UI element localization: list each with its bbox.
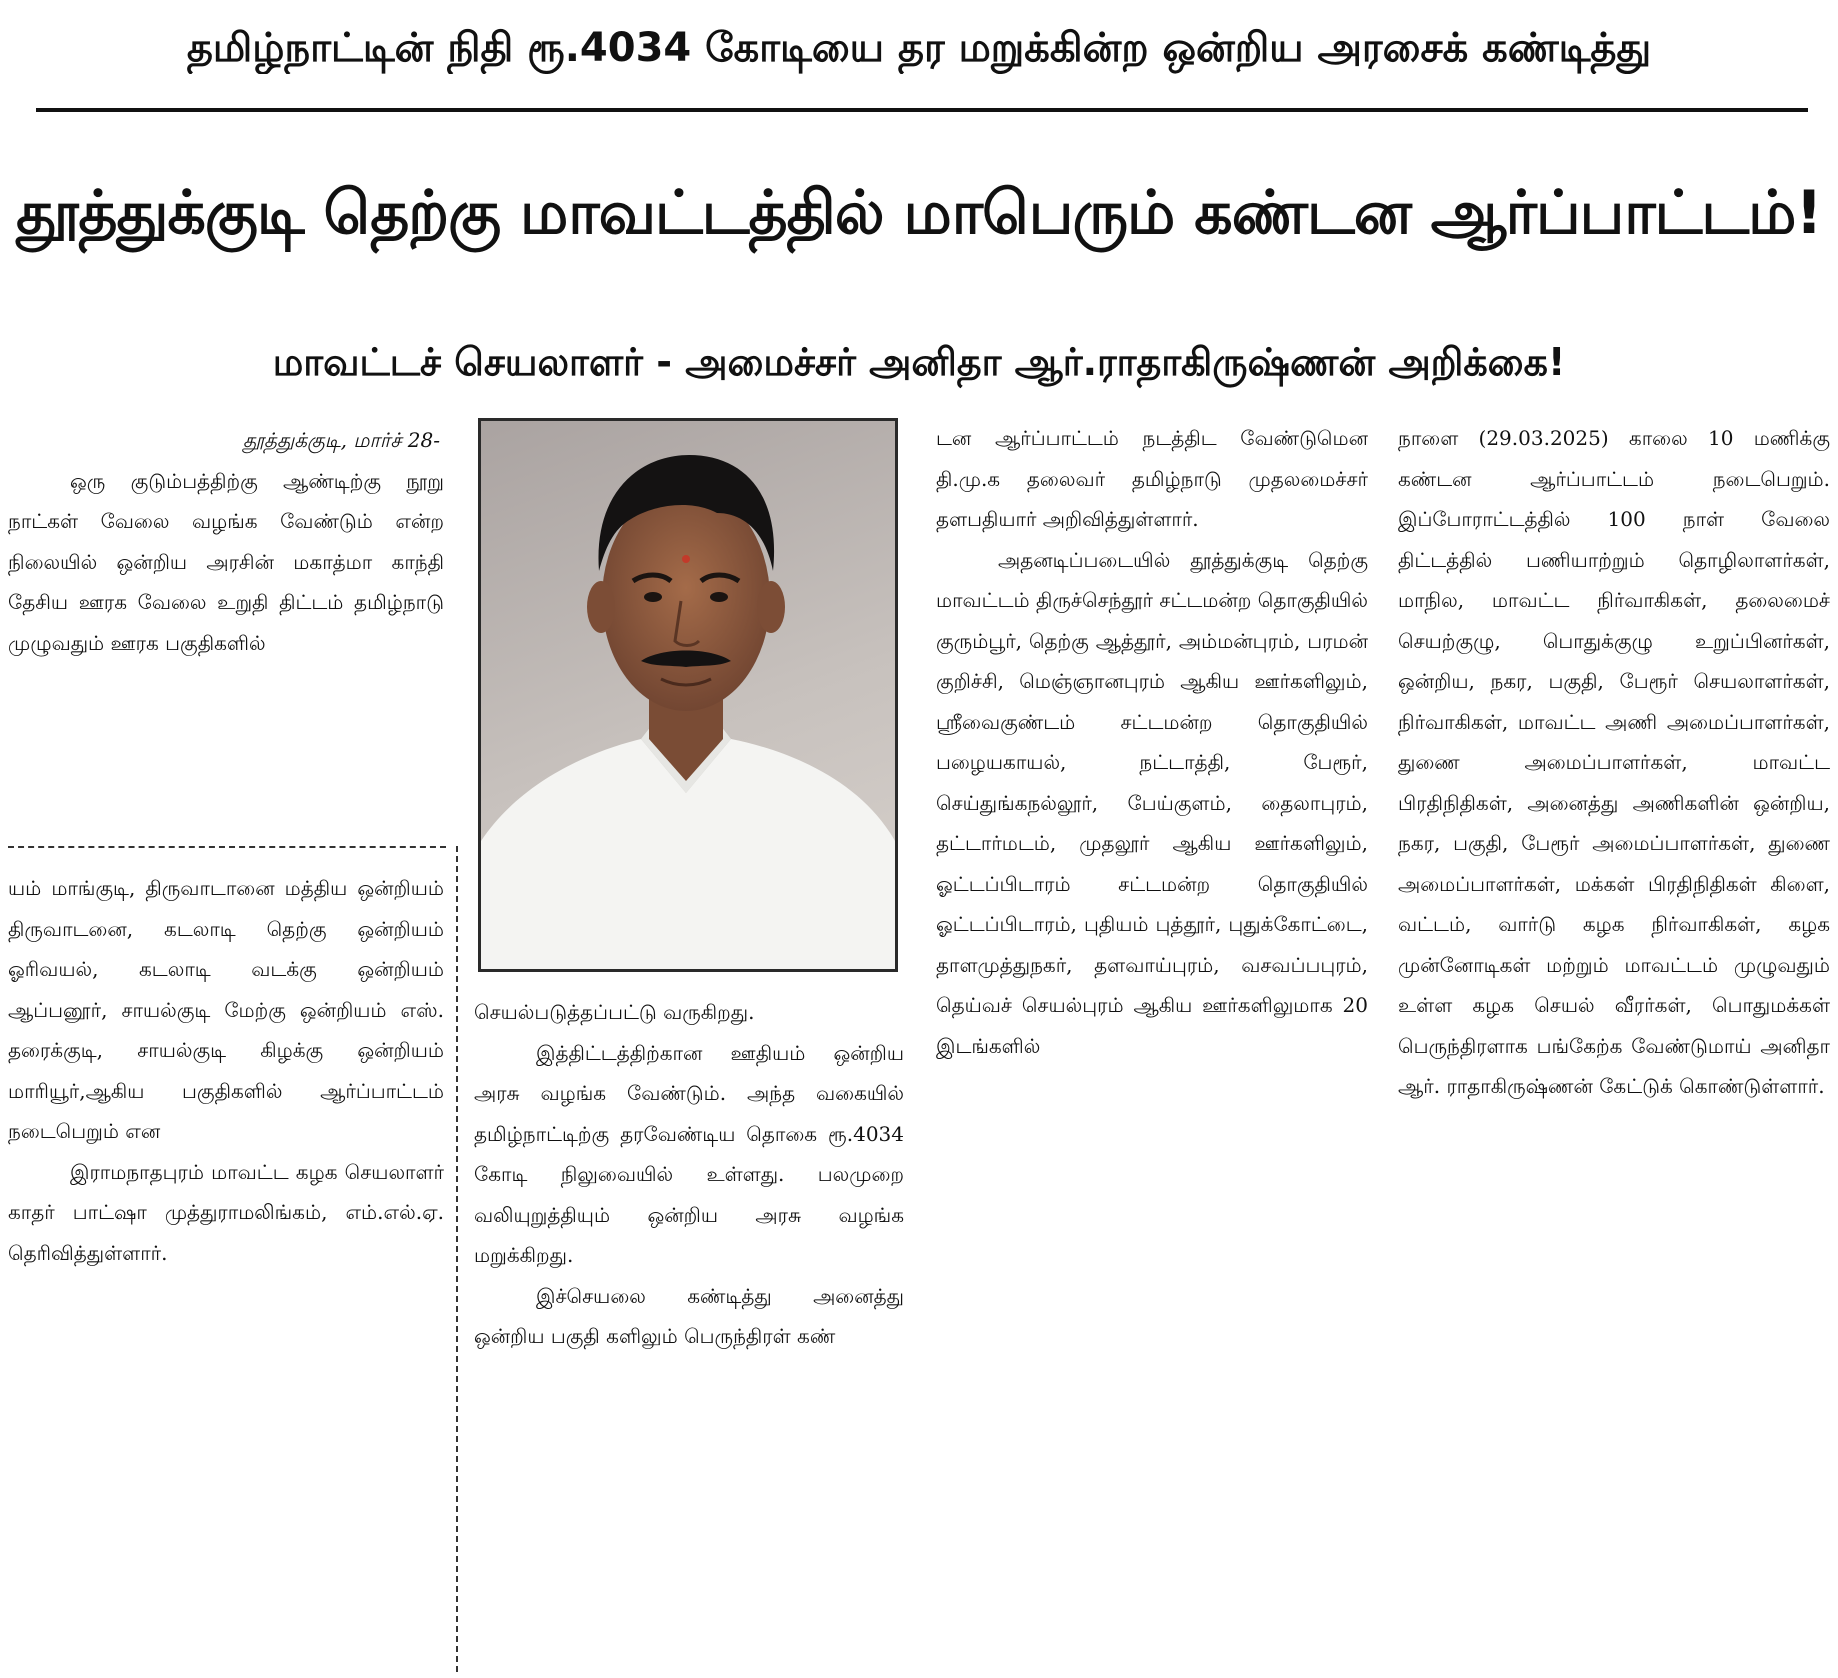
dateline: தூத்துக்குடி, மார்ச் 28-	[242, 428, 440, 452]
article-column-1-top	[8, 420, 444, 828]
article-paragraph: இத்திட்டத்திற்கான ஊதியம் ஒன்றிய அரசு வழங்க வேண்டும். அந்த வகையில் தமிழ்நாட்டிற்கு தரவேண்டிய தொகை ரூ.4034 கோடி நிலுவையில் உள்ளது. பலமுறை வலியுறுத்தியும் ஒன்றிய அரசு வழங்க மறுக்கிறது.	[474, 1040, 904, 1267]
kicker-underline	[36, 108, 1808, 112]
article-paragraph: இராமநாதபுரம் மாவட்ட கழக செயலாளர் காதர் பாட்ஷா முத்துராமலிங்கம், எம்.எல்.ஏ. தெரிவித்துள்ளார்.	[8, 1159, 444, 1265]
article-paragraph: அதனடிப்படையில் தூத்துக்குடி தெற்கு மாவட்டம் திருச்செந்தூர் சட்டமன்ற தொகுதியில் குரும்பூர், தெற்கு ஆத்தூர், அம்மன்புரம், பரமன் குறிச்சி, மெஞ்ஞானபுரம் ஆகிய ஊர்களிலும், ஸ்ரீவைகுண்டம் சட்டமன்ற தொகுதியில் பழையகாயல், நட்டாத்தி, பேரூர், செய்துங்கநல்லூர், பேய்குளம், தைலாபுரம், தட்டார்மடம், முதலூர் ஆகிய ஊர்களிலும், ஓட்டப்பிடாரம் சட்டமன்ற தொகுதியில் ஓட்டப்பிடாரம், புதியம் புத்தூர், புதுக்கோட்டை, தாளமுத்துநகர், தளவாய்புரம், வசவப்பபுரம், தெய்வச் செயல்புரம் ஆகிய ஊர்களிலுமாக 20 இடங்களில்	[936, 547, 1368, 1058]
article-column-4	[1398, 418, 1830, 1674]
box-divider-vertical	[456, 846, 458, 1672]
article-column-1-bottom	[8, 868, 444, 1668]
article-paragraph: நாளை (29.03.2025) காலை 10 மணிக்கு கண்டன ஆர்ப்பாட்டம் நடைபெறும். இப்போராட்டத்தில் 100 நாள் வேலை திட்டத்தில் பணியாற்றும் தொழிலாளர்கள், மாநில, மாவட்ட நிர்வாகிகள், தலைமைச் செயற்குழு, பொதுக்குழு உறுப்பினர்கள், ஒன்றிய, நகர, பகுதி, பேரூர் செயலாளர்கள், நிர்வாகிகள், மாவட்ட அணி அமைப்பாளர்கள், துணை அமைப்பாளர்கள், மாவட்ட பிரதிநிதிகள், அனைத்து அணிகளின் ஒன்றிய, நகர, பகுதி, பேரூர் அமைப்பாளர்கள், துணை அமைப்பாளர்கள், மக்கள் பிரதிநிதிகள் கிளை, வட்டம், வார்டு கழக நிர்வாகிகள், கழக முன்னோடிகள் மற்றும் மாவட்டம் முழுவதும் உள்ள கழக செயல் வீரர்கள், பொதுமக்கள் பெருந்திரளாக பங்கேற்க வேண்டுமாய் அனிதா ஆர். ராதாகிருஷ்ணன் கேட்டுக் கொண்டுள்ளார்.	[1398, 426, 1830, 1098]
article-column-3	[936, 418, 1368, 1674]
article-paragraph: இச்செயலை கண்டித்து அனைத்து ஒன்றிய பகுதி களிலும் பெருந்திரள் கண்	[474, 1283, 904, 1348]
article-paragraph: யம் மாங்குடி, திருவாடானை மத்திய ஒன்றியம் திருவாடனை, கடலாடி தெற்கு ஒன்றியம் ஓரிவயல், கடலாடி வடக்கு ஒன்றியம் ஆப்பனூர், சாயல்குடி மேற்கு ஒன்றியம் எஸ். தரைக்குடி, சாயல்குடி கிழக்கு ஒன்றியம் மாரியூர்,ஆகிய பகுதிகளில் ஆர்ப்பாட்டம் நடைபெறும் என	[8, 876, 444, 1143]
main-headline: தூத்துக்குடி தெற்கு மாவட்டத்தில் மாபெரும் கண்டன ஆர்ப்பாட்டம்!	[16, 178, 1822, 248]
article-paragraph: ஒரு குடும்பத்திற்கு ஆண்டிற்கு நூறு நாட்கள் வேலை வழங்க வேண்டும் என்ற நிலையில் ஒன்றிய அரசின் மகாத்மா காந்தி தேசிய ஊரக வேலை உறுதி திட்டம் தமிழ்நாடு முழுவதும் ஊரக பகுதிகளில்	[8, 468, 444, 655]
sub-headline: மாவட்டச் செயலாளர் - அமைச்சர் அனிதா ஆர்.ராதாகிருஷ்ணன் அறிக்கை!	[272, 340, 1566, 384]
box-divider-horizontal	[8, 846, 446, 848]
article-paragraph: டன ஆர்ப்பாட்டம் நடத்திட வேண்டுமென தி.மு.க தலைவர் தமிழ்நாடு முதலமைச்சர் தளபதியார் அறிவித்துள்ளார்.	[936, 426, 1368, 531]
article-column-2	[474, 992, 904, 1672]
article-paragraph: செயல்படுத்தப்பட்டு வருகிறது.	[474, 1000, 755, 1024]
kicker-headline: தமிழ்நாட்டின் நிதி ரூ.4034 கோடியை தர மறுக்கின்ற ஒன்றிய அரசைக் கண்டித்து	[186, 25, 1652, 71]
portrait-photo	[478, 418, 898, 972]
